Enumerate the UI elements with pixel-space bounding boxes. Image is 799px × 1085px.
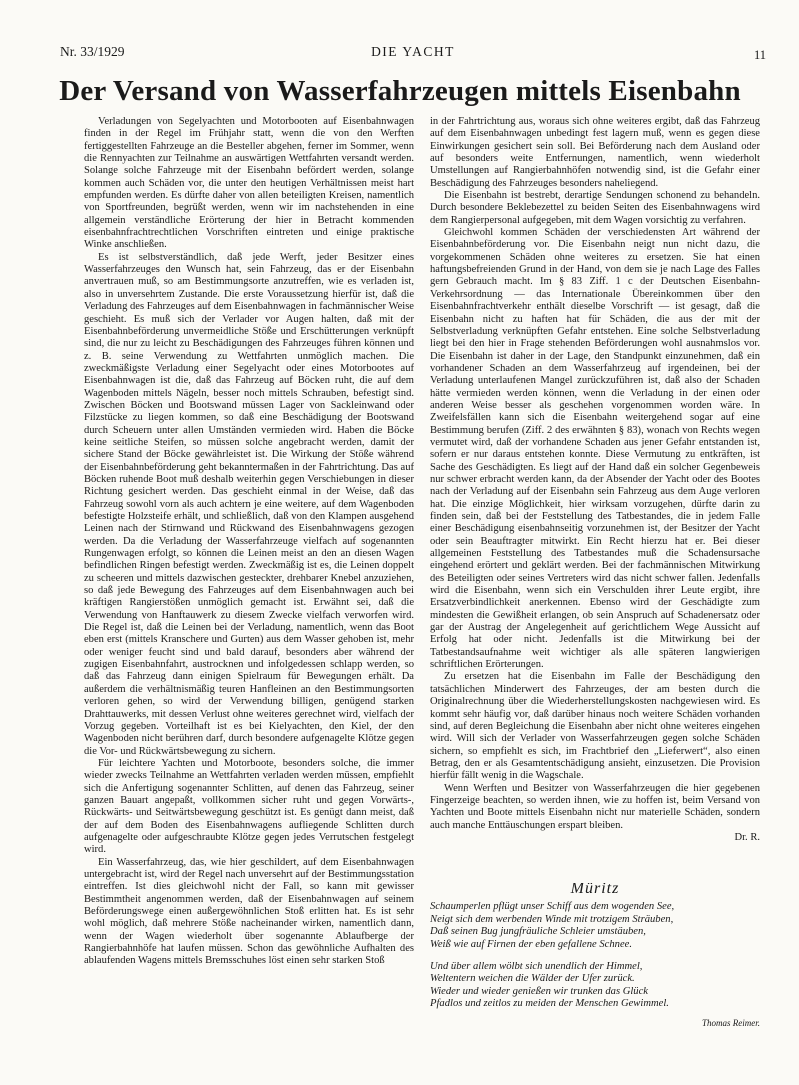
poem-line: Schaumperlen pflügt unser Schiff aus dem wogenden See, (430, 901, 675, 913)
paragraph: Gleichwohl kommen Schäden der verschiedensten Art während der Eisenbahnbeförderung vor. Die Eisenbahn neigt nun nicht dazu, die vorgekommenen Schäden ohne weiteres zu ersetzen. Sie hat einen haftungsbefreienden Grund in der Hand, von dem sie je nach Lage des Falles gern Gebrauch macht. Im § 83 Ziff. 1 c der Deutschen Eisenbahn-Verkehrsordnung — das Internationale Übereinkommen über den Eisenbahnfrachtverkehr enthält dieselbe Vorschrift — ist gesagt, daß die Eisenbahn nicht zu haften hat für Schäden, die aus der mit der Selbstverladung verknüpften Gefahr entstehen. Eine solche Selbstverladung liegt bei den hier in Frage stehenden Beförderungen wohl ausnahmslos vor. Die Eisenbahn ist daher in der Lage, den Standpunkt einzunehmen, daß ein vorhandener Schaden an dem Wasserfahrzeug auf irgendeinen, bei der Verladung unterlaufenen Mangel zurückzuführen ist, daß also der Schaden hätte vermieden werden können, wenn die Verladung in der einen oder anderen Weise besser als geschehen vorgenommen worden wäre. In Zweifelsfällen kann sich die Eisenbahn weitergehend sogar auf eine Bestimmung berufen (Ziff. 2 des erwähnten § 83), wonach von Rechts wegen vermutet wird, daß der vorhandene Schaden aus jener Gefahr entstanden ist, sofern er nur daraus entstehen konnte. Diese Vermutung zu entkräften, ist Sache des Geschädigten. Es liegt auf der Hand daß ein solcher Gegenbeweis nur schwer erbracht werden kann, da der Absender der Yacht oder des Bootes nach der Verladung auf der Eisenbahn sein Fahrzeug aus dem Auge verloren hat. Die einzige Möglichkeit, hier wirksam vorzugehen, dürfte darin zu finden sein, daß bei der Feststellung des Tatbestandes, die in jedem Falle einer Beschädigung eisenbahnseitig vorzunehmen ist, der Besitzer der Yacht oder sein Beauftragter mitwirkt. Ein Recht hierzu hat er. Bei dieser allgemeinen Feststellung des Tatbestandes muß die Schadensursache eingehend erörtert und geklärt werden. Bei der fachmännischen Mitwirkung des Beteiligten oder seines Vertreters wird das nicht schwer fallen. Jedenfalls wird die Eisenbahn, wenn sich ein Verschulden ihrer Leute ergibt, ihre Ersatzverbindlichkeit anerkennen. Ebenso wird der Geschädigte zum mindesten die Gewißheit erlangen, ob sein Anspruch auf Schadenersatz oder gar der Austrag der Angelegenheit auf gerichtlichem Wege Aussicht auf Erfolg hat oder nicht. Jedenfalls ist die Mitwirkung bei der Tatbestandsaufnahme weit wichtiger als alle späteren langwierigen schriftlichen Erörterungen. (430, 227, 760, 671)
poem-line: Und über allem wölbt sich unendlich der Himmel, (430, 961, 643, 973)
paragraph: in der Fahrtrichtung aus, woraus sich ohne weiteres ergibt, daß das Fahrzeug auf dem Eisenbahnwagen unbedingt fest lagern muß, wenn es gegen diese Einwirkungen gesichert sein soll. Bei Beförderung nach dem Ausland oder auf besonders weite Entfernungen, namentlich, wenn wiederholt Umstellungen auf Rangierbahnhöfen notwendig sind, ist die Gefahr einer Beschädigung des Fahrzeuges besonders naheliegend. (430, 116, 760, 189)
poem-line: Weltentern weichen die Wälder der Ufer zurück. (430, 973, 635, 985)
article-column-left (84, 116, 414, 1076)
paragraph: Die Eisenbahn ist bestrebt, derartige Sendungen schonend zu behandeln. Durch besondere Beklebezettel zu beiden Seiten des Eisenbahnwagens wird dem Rangierpersonal aufgegeben, mit dem Wagen vorsichtig zu verfahren. (430, 190, 760, 226)
poem (430, 883, 760, 1073)
poem-author: Thomas Reimer. (702, 1017, 760, 1028)
poem-stanza (430, 901, 760, 951)
poem-line: Pfadlos und zeitlos zu meiden der Menschen Gewimmel. (430, 998, 669, 1010)
paragraph: Zu ersetzen hat die Eisenbahn im Falle der Beschädigung den tatsächlichen Minderwert des Fahrzeuges, der am besten durch die Originalrechnung über die Wiederherstellungskosten nachgewiesen wird. Es kommt sehr häufig vor, daß darüber hinaus noch weitere Schäden vorhanden sind, auf deren Begleichung die Eisenbahn aber nicht ohne weiteres eingehen wird. Will sich der Verlader von Wasserfahrzeugen gegen solche Schäden sichern, so empfiehlt es sich, im Frachtbrief den „Lieferwert“, also einen Betrag, den er als Gesamtentschädigung ansieht, einzusetzen. Die Provision hierfür fällt wenig in die Wagschale. (430, 671, 760, 782)
paragraph: Verladungen von Segelyachten und Motorbooten auf Eisenbahnwagen finden in der Regel im Frühjahr statt, wenn die von den Werften fertiggestellten Fahrzeuge an die Besteller abgehen, ferner im Sommer, wenn die Rennyachten zur Teilnahme an auswärtigen Wettfahrten versandt werden. Solange solche Fahrzeuge mit der Eisenbahn befördert werden, solange kommen auch Schäden vor, die unter den heutigen Verhältnissen meist hart empfunden werden. Es dürfte daher von allen beteiligten Kreisen, namentlich von Sportfreunden, begrüßt werden, wenn wir im nachstehenden in eine allgemein verständliche Erörterung der hier in Betracht kommenden eisenbahnfrachtrechtlichen Vorschriften eintreten und einige praktische Winke anschließen. (84, 116, 414, 251)
paragraph: Ein Wasserfahrzeug, das, wie hier geschildert, auf dem Eisenbahnwagen untergebracht ist, wird der Regel nach unversehrt auf der Bestimmungsstation eintreffen. Ist dies gleichwohl nicht der Fall, so kann mit gewisser Bestimmtheit angenommen werden, daß der Eisenbahnwagen auf seinem Beförderungswege einen außergewöhnlichen Stoß erlitten hat. Es ist sehr wohl möglich, daß mehrere Stöße nacheinander wirken, namentlich dann, wenn der Wagen wiederholt über sogenannte Ablaufberge der Rangierbahnhöfe hat laufen müssen. Schon das gewöhnliche Aufhalten des ablaufenden Wagens mittels Bremsschuhes löst einen sehr starken Stoß (84, 856, 414, 967)
paragraph: Es ist selbstverständlich, daß jede Werft, jeder Besitzer eines Wasserfahrzeuges den Wunsch hat, sein Fahrzeug, das er der Eisenbahn anvertrauen muß, so am Bestimmungsorte anzutreffen, wie es verladen ist, also in unversehrtem Zustande. Die erste Voraussetzung hierfür ist, daß die Verladung des Fahrzeuges auf dem Eisenbahnwagen in fachmännischer Weise geschieht. Es muß sich der Verlader vor Augen halten, daß mit der Eisenbahnbeförderung unvermeidliche Stöße und Erschütterungen verknüpft sind, die nur zu leicht zu Beschädigungen des Fahrzeuges führen können und z. B. seine Verwendung zu Wettfahrten unmöglich machen. Die zweckmäßigste Verladung einer Segelyacht oder eines Motorbootes auf Eisenbahnwagen ist die, daß das Fahrzeug auf Böcken ruht, die auf dem Wagenboden mittels Nägeln, besser noch mittels Schrauben, befestigt sind. Zwischen Böcken und Bootswand müssen Lager von Sackleinwand oder Filzstücke zu liegen kommen, so daß eine Beschädigung der Bootswand durch Scheuern unter allen Umständen vermieden wird. Haben die Böcke keine seitliche Steifen, so müssen solche angebracht werden, damit der sichere Stand der Böcke gewährleistet ist. Die Wirkung der Stöße während der Eisenbahnbeförderung geht bekanntermaßen in der Fahrtrichtung. Das auf Böcken ruhende Boot muß deshalb weiterhin gegen Verschiebungen in dieser Richtung gesichert werden. Das geschieht einmal in der Weise, daß das Fahrzeug sowohl vorn als auch achtern je eine weitere, auf dem Wagenboden befestigte Holzsteife erhält, und schließlich, daß von den Klampen ausgehend Leinen nach der Stirnwand und Rückwand des Eisenbahnwagens gezogen werden. Da die Verladung der Wasserfahrzeuge vielfach auf sogenannten Rungenwagen erfolgt, so können die Leinen meist an den an diesen Wagen befindlichen Ringen befestigt werden. Zweckmäßig ist es, die Leinen doppelt zu scheeren und mittels dazwischen gesteckter, drehbarer Knebel anzuziehen, so daß jede Bewegung des Fahrzeuges auf dem Eisenbahnwagen auch bei kräftigen Rangierstößen unmöglich gemacht ist. Erwähnt sei, daß die Verwendung von Hanftauwerk zu diesem Zwecke vielfach verworfen wird. Die Regel ist, daß die Leinen bei der Verladung, namentlich, wenn das Boot eben erst (mittels Kranschere und Gurten) aus dem Wasser gehoben ist, mehr oder weniger feucht sind und bald darauf, besonders aber während der zugigen Eisenbahnfahrt, austrocknen und infolgedessen schlapp werden, so daß das Fahrzeug dann einigen Spielraum für Bewegungen erhält. Da außerdem die verhältnismäßig teuren Hanfleinen an den Bestimmungsorten verloren gehen, so wird der Verwendung billigen, genügend starken Drahttauwerks, mit dessen Verlust ohne weiteres gerechnet wird, vielfach der Vorzug gegeben. Vorteilhaft ist es bei Kielyachten, den Kiel, der den Wagenboden nicht berühren darf, durch besondere aufgenagelte Klötze gegen die Vor- und Rückwärtsbewegung zu sichern. (84, 251, 414, 757)
poem-stanza (430, 961, 760, 1011)
issue-number: Nr. 33/1929 (60, 44, 125, 59)
poem-line: Daß seinen Bug jungfräuliche Schleier umstäuben, (430, 926, 646, 938)
page-number: 11 (753, 48, 766, 62)
poem-line: Neigt sich dem werbenden Winde mit trotzigem Sträuben, (430, 913, 674, 925)
poem-line: Wieder und wieder genießen wir trunken das Glück (430, 985, 649, 997)
poem-line: Weiß wie auf Firnen der eben gefallene Schnee. (430, 938, 633, 950)
article-title: Der Versand von Wasserfahrzeugen mittels Eisenbahn (59, 75, 741, 107)
paragraph: Wenn Werften und Besitzer von Wasserfahrzeugen die hier gegebenen Fingerzeige beachten, so werden ihnen, wie zu hoffen ist, beim Versand von Yachten und Boote mittels Eisenbahn nicht nur materielle Schäden, sondern auch manche Enttäuschungen erspart bleiben. (430, 782, 760, 831)
poem-title: Müritz (570, 883, 620, 897)
author-signature: Dr. R. (734, 831, 760, 843)
paragraph: Für leichtere Yachten und Motorboote, besonders solche, die immer wieder zwecks Teilnahme an Wettfahrten verladen werden müssen, empfiehlt sich die Anfertigung sogenannter Schlitten, auf denen das Fahrzeug, seiner ganzen Bauart angepaßt, vollkommen sicher ruht und gegen Vorwärts-, Rückwärts- und Seitwärtsbewegung geschützt ist. Es genügt dann meist, daß der auf dem Boden des Eisenbahnwagens aufliegende Schlitten durch aufgenagelte oder aufgeschraubte Klötze gegen jedes Verrutschen festgelegt wird. (84, 757, 414, 856)
magazine-name: DIE YACHT (371, 44, 455, 59)
page-header (60, 44, 766, 62)
article-column-right (430, 116, 760, 866)
